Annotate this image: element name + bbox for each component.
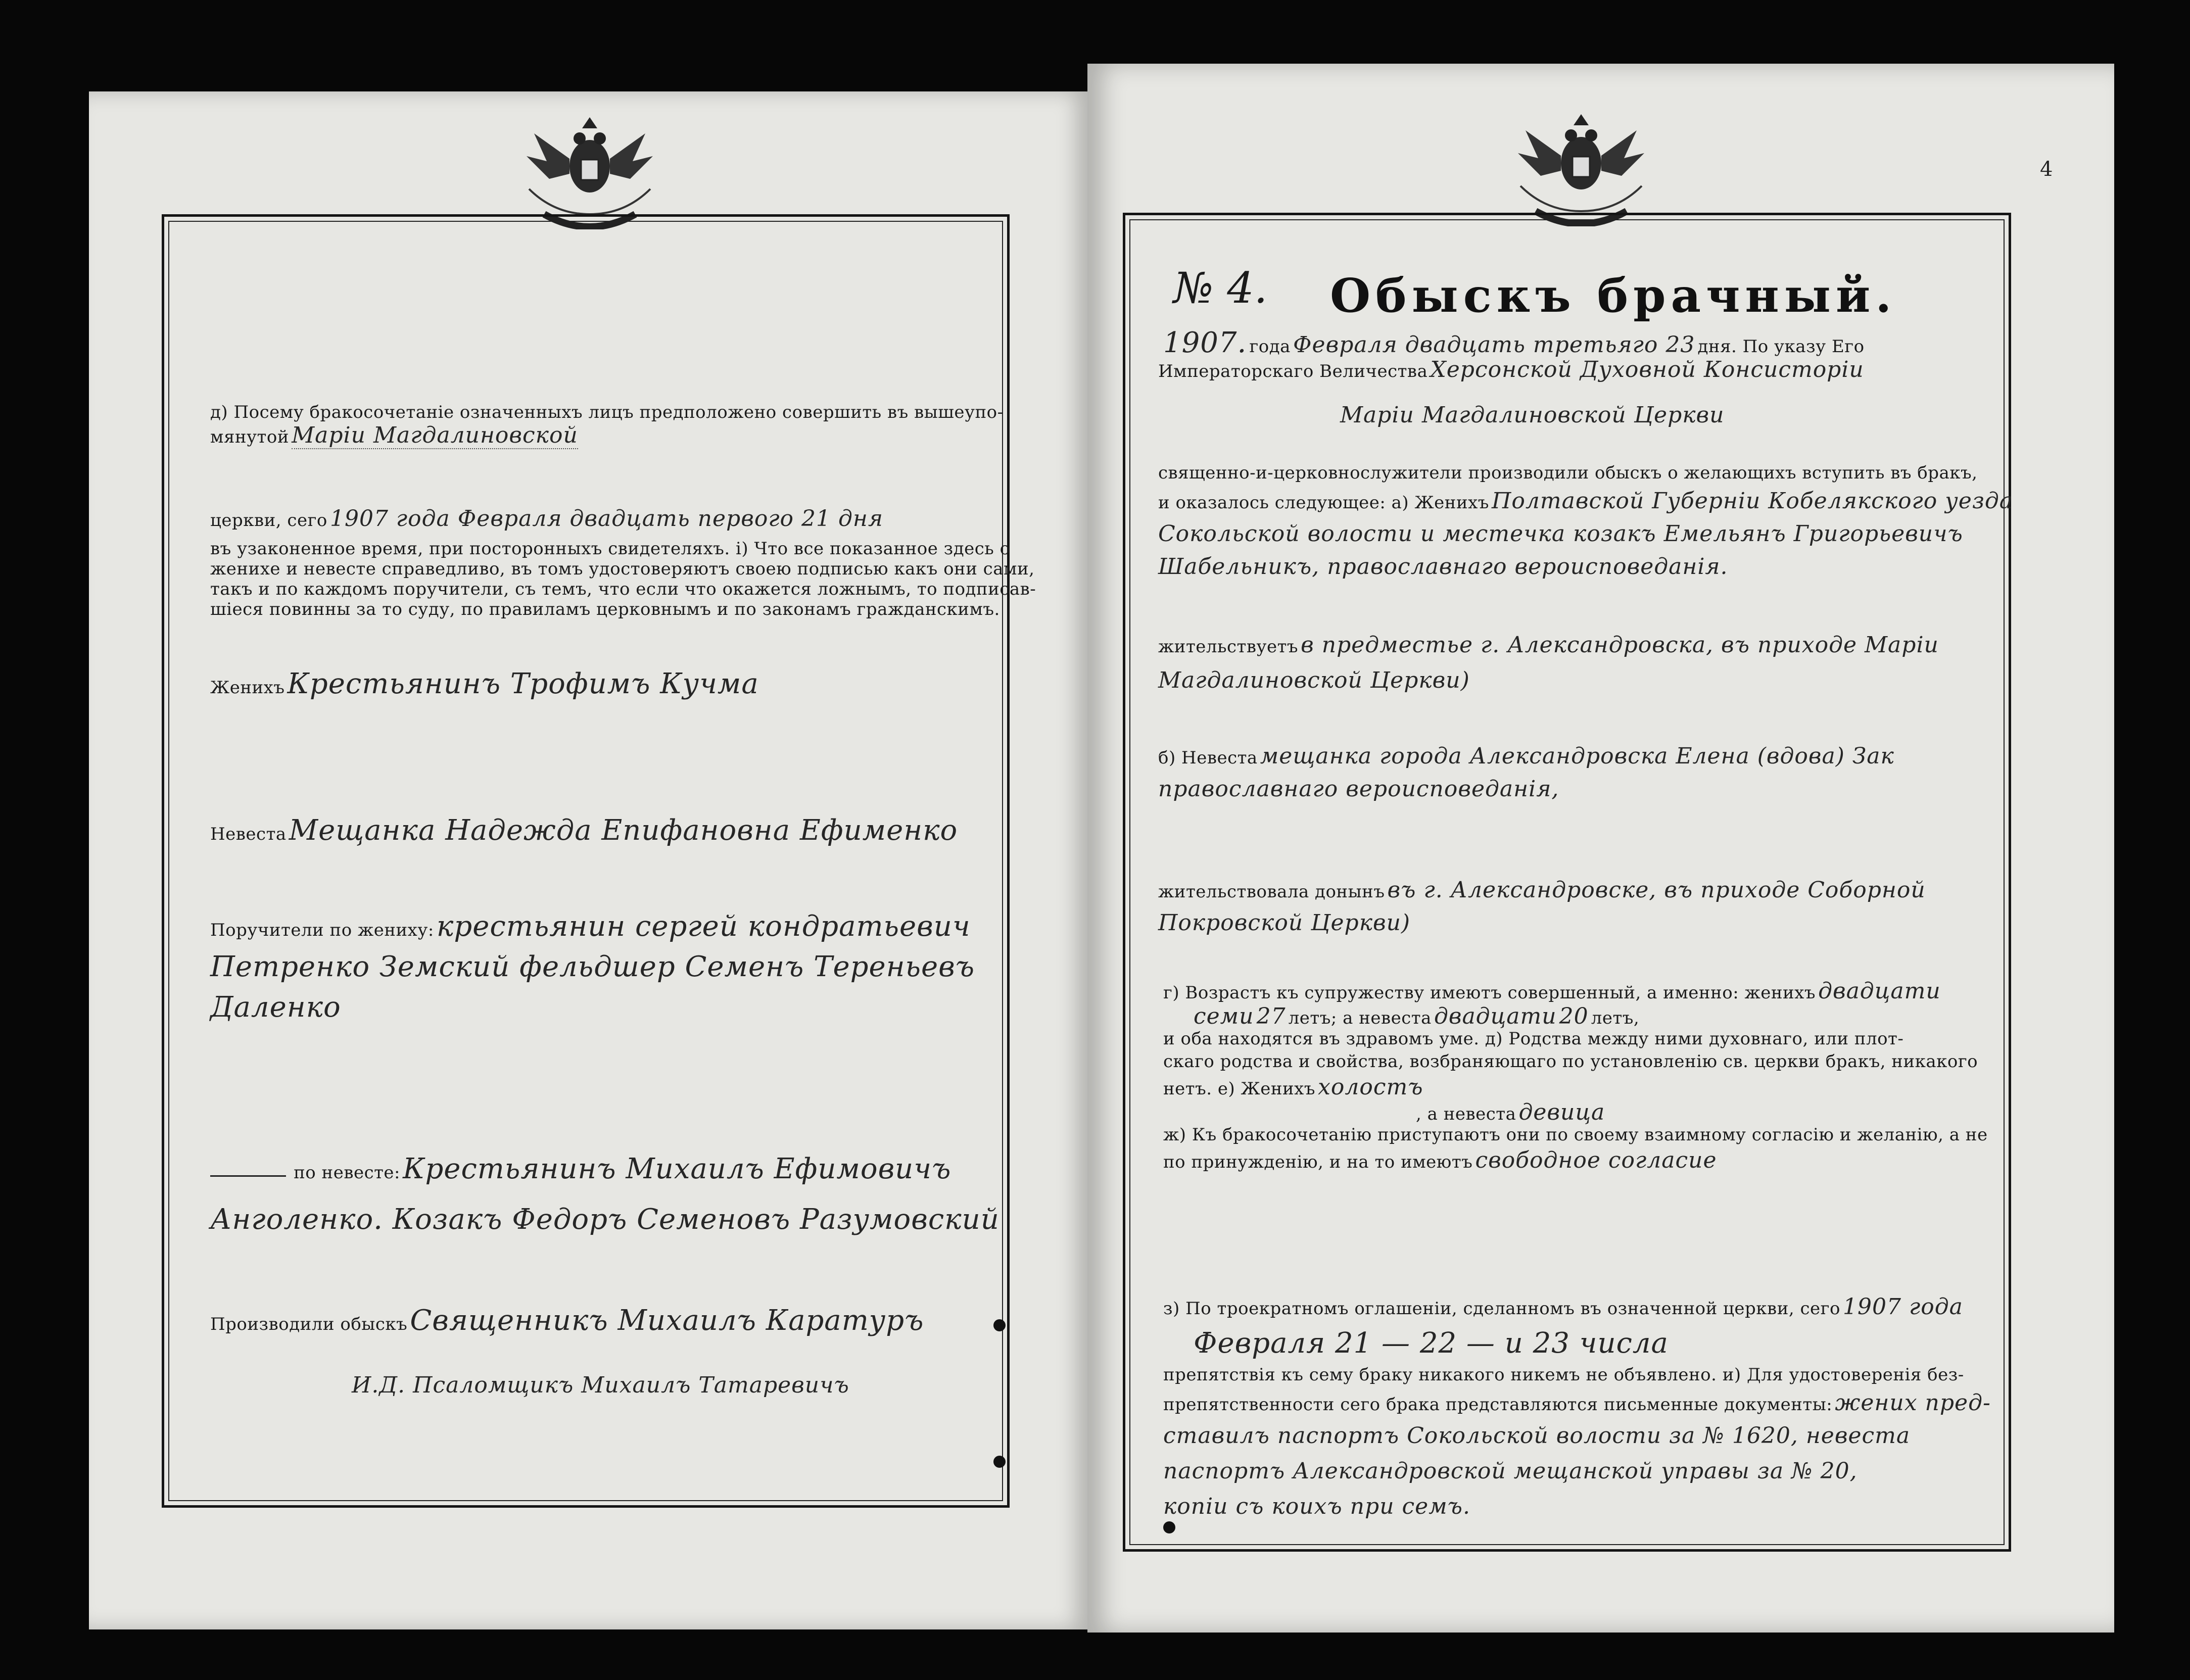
documents-hand-2: ставилъ паспортъ Сокольской волости за № 1620, невеста bbox=[1163, 1423, 1911, 1449]
page-number: 4 bbox=[2040, 158, 2053, 181]
groom-signature: Крестьянинъ Трофимъ Кучма bbox=[287, 667, 759, 700]
groom-residence-line bbox=[1158, 632, 1939, 658]
date-hand: Февраля двадцать третьяго 23 bbox=[1293, 332, 1695, 358]
groom-age-words: двадцати bbox=[1818, 978, 1941, 1004]
ink-blot bbox=[1163, 1521, 1175, 1533]
para6-line2: женихе и невесте справедливо, въ томъ удостоверяютъ своею подписью какъ они сами, bbox=[210, 559, 1035, 579]
bride-residence-hand: въ г. Александровске, въ приходе Соборной bbox=[1387, 877, 1926, 903]
bride-guarantors-line1: Крестьянинъ Михаилъ Ефимовичъ bbox=[403, 1153, 951, 1185]
bride-residence-hand-2: Покровской Церкви) bbox=[1158, 910, 1411, 936]
imperial-eagle-emblem bbox=[1490, 110, 1672, 226]
para5-prefix: мянутой bbox=[210, 427, 290, 447]
groom-hand-2: Сокольской волости и местечка козакъ Емельянъ Григорьевичъ bbox=[1158, 521, 1963, 547]
para6-line3: такъ и по каждомъ поручители, съ темъ, что если что окажется ложнымъ, то подписав- bbox=[210, 579, 1036, 599]
documents-hand-3: паспортъ Александровской мещанской управы за № 20, bbox=[1163, 1458, 1858, 1484]
conducted-signature: Священникъ Михаилъ Каратуръ bbox=[410, 1304, 924, 1337]
ink-blot bbox=[993, 1456, 1006, 1468]
groom-age-num: 27 bbox=[1256, 1003, 1286, 1029]
bride-status-hand: девица bbox=[1518, 1099, 1605, 1125]
bride-hand-2: православнаго вероисповеданiя, bbox=[1158, 776, 1559, 802]
consent-line: ж) Къ бракосочетанiю приступаютъ они по своему взаимному согласiю и желанiю, а не bbox=[1163, 1125, 1988, 1145]
groom-status-line bbox=[1163, 1074, 1423, 1100]
bride-guarantors-label: по невесте: bbox=[294, 1163, 401, 1183]
bride-residence-label: жительствовала донынъ bbox=[1158, 882, 1385, 902]
groom-residence-hand-2: Магдалиновской Церкви) bbox=[1158, 667, 1470, 693]
date-line bbox=[1163, 326, 1865, 359]
bride-guarantors-line2: Анголенко. Козакъ Федоръ Семеновъ Разумовский bbox=[210, 1203, 999, 1236]
groom-hand-3: Шабельникъ, православнаго вероисповеданiя. bbox=[1158, 554, 1728, 580]
church-name-hand: Марiи Магдалиновской bbox=[292, 422, 578, 448]
para5-line2 bbox=[210, 422, 578, 449]
bride-guarantors-row bbox=[210, 1153, 951, 1185]
para5-line1: д) Посему бракосочетанiе означенныхъ лицъ предположено совершить въ вышеупо- bbox=[210, 402, 1004, 422]
banns-line bbox=[1163, 1294, 1963, 1320]
groom-status-prefix: нетъ. е) Женихъ bbox=[1163, 1079, 1315, 1099]
banns-dates-hand: Февраля 21 — 22 — и 23 числа bbox=[1194, 1327, 1669, 1360]
documents-hand-4: копiи съ коихъ при семъ. bbox=[1163, 1494, 1470, 1519]
consent-line-2 bbox=[1163, 1147, 1717, 1173]
age-mid: летъ; а невеста bbox=[1288, 1008, 1432, 1028]
year-hand: 1907. bbox=[1163, 326, 1247, 359]
imperial-text: Императорскаго Величества bbox=[1158, 361, 1428, 381]
right-page bbox=[1087, 64, 2114, 1633]
left-page bbox=[89, 91, 1090, 1629]
groom-hand-1: Полтавской Губернiи Кобелякского уезда bbox=[1492, 488, 2013, 514]
kinship-line: скаго родства и свойства, возбраняющаго по установленiю св. церкви бракъ, никакого bbox=[1163, 1051, 1978, 1072]
bride-label: б) Невеста bbox=[1158, 748, 1258, 768]
findings-prefix: и оказалось следующее: a) Женихъ bbox=[1158, 493, 1489, 513]
bride-hand-1: мещанка города Александровска Елена (вдова) Зак bbox=[1260, 743, 1894, 769]
date-prefix: года bbox=[1249, 337, 1291, 357]
age-prefix: г) Возрастъ къ супружеству имеютъ совершенный, а именно: женихъ bbox=[1163, 983, 1816, 1003]
church-hand: Марiи Магдалиновской Церкви bbox=[1340, 402, 1725, 428]
imperial-line bbox=[1158, 357, 1864, 382]
church-date-line bbox=[210, 506, 883, 532]
documents-line bbox=[1163, 1390, 1991, 1416]
documents-prefix: препятственности сего брака представляются письменные документы: bbox=[1163, 1395, 1833, 1415]
bride-status-prefix: , а невеста bbox=[1416, 1104, 1516, 1124]
groom-residence-hand: в предместье г. Александровска, въ приходе Марiи bbox=[1301, 632, 1939, 658]
date-suffix: дня. По указу Его bbox=[1697, 337, 1865, 357]
groom-guarantors-label: Поручители по жениху: bbox=[210, 920, 434, 940]
groom-residence-label: жительствуетъ bbox=[1158, 637, 1299, 657]
groom-guarantors-line3: Даленко bbox=[210, 991, 341, 1024]
consent-hand: свободное согласие bbox=[1475, 1147, 1717, 1173]
groom-row bbox=[210, 667, 759, 700]
bride-status-line bbox=[1416, 1099, 1605, 1125]
banns-year: 1907 года bbox=[1843, 1294, 1963, 1320]
groom-age-words-2: семи bbox=[1194, 1003, 1254, 1029]
obstacle-line: препятствiя къ сему браку никакого никемъ не объявлено. и) Для удостоверенiя без- bbox=[1163, 1365, 1964, 1385]
banns-text: з) По троекратномъ оглашенiи, сделанномъ въ означенной церкви, сего bbox=[1163, 1299, 1840, 1319]
conducted-label: Производили обыскъ bbox=[210, 1314, 408, 1334]
para6-line1: въ узаконенное время, при посторонныхъ свидетеляхъ. i) Что все показанное здесь о bbox=[210, 539, 1011, 559]
bride-age-num: 20 bbox=[1559, 1003, 1589, 1029]
groom-label: Женихъ bbox=[210, 678, 285, 698]
church-prefix: церкви, сего bbox=[210, 510, 327, 531]
health-line: и оба находятся въ здравомъ уме. д) Родства между ними духовнаго, или плот- bbox=[1163, 1029, 1904, 1049]
document-title: Обыскъ брачный. bbox=[1330, 268, 1897, 323]
groom-guarantors-line2: Петренко Земский фельдшер Семенъ Тереньевъ bbox=[210, 950, 975, 983]
bride-line bbox=[1158, 743, 1894, 769]
conducted-row bbox=[210, 1304, 924, 1337]
para6-line4: шiеся повинны за то суду, по правиламъ церковнымъ и по законамъ гражданскимъ. bbox=[210, 599, 1000, 619]
groom-status-hand: холостъ bbox=[1318, 1074, 1423, 1100]
church-date-hand: 1907 года Февраля двадцать первого 21 дня bbox=[329, 506, 884, 532]
ink-blot bbox=[993, 1319, 1006, 1331]
psalmist-signature: И.Д. Псаломщикъ Михаилъ Татаревичъ bbox=[352, 1372, 849, 1398]
documents-hand: жених пред- bbox=[1835, 1390, 1991, 1416]
imperial-hand: Херсонской Духовной Консисторiи bbox=[1430, 357, 1864, 382]
bride-residence-line bbox=[1158, 877, 1926, 903]
imperial-eagle-emblem bbox=[499, 113, 681, 229]
age-suffix: летъ, bbox=[1591, 1008, 1640, 1028]
groom-guarantors-line1: крестьянин сергей кондратьевич bbox=[436, 910, 971, 943]
findings-line bbox=[1158, 488, 2013, 514]
bride-row bbox=[210, 814, 958, 847]
record-number: № 4. bbox=[1173, 263, 1268, 313]
bride-signature: Мещанка Надежда Епифановна Ефименко bbox=[289, 814, 958, 847]
age-line-2 bbox=[1194, 1003, 1639, 1029]
groom-guarantors-row bbox=[210, 910, 971, 943]
bride-label: Невеста bbox=[210, 824, 287, 844]
consent-line2: по принужденiю, и на то имеютъ bbox=[1163, 1152, 1473, 1172]
age-line bbox=[1163, 978, 1941, 1004]
clergy-line: священно-и-церковнослужители производили обыскъ о желающихъ вступить въ бракъ, bbox=[1158, 463, 1978, 483]
bride-age-words: двадцати bbox=[1434, 1003, 1557, 1029]
dash-rule bbox=[210, 1175, 286, 1177]
